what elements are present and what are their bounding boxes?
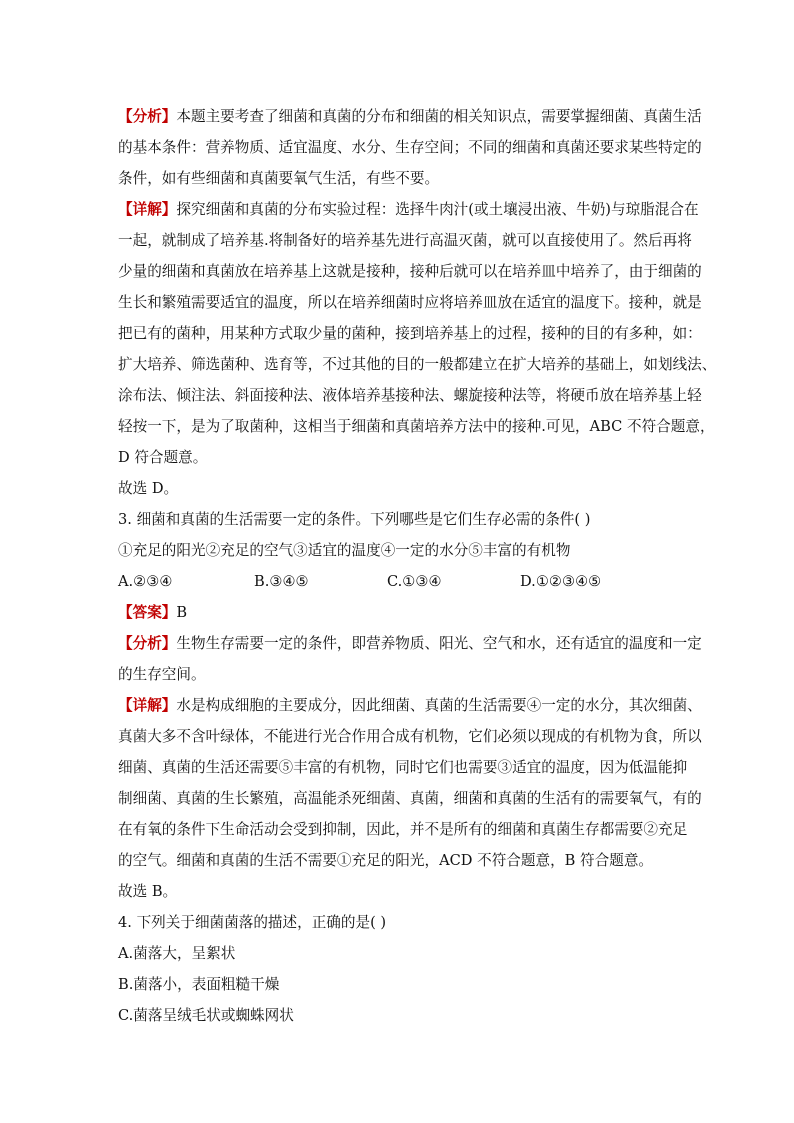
analysis-tag: 【分析】 [118, 635, 177, 652]
question-3-options [118, 566, 680, 597]
analysis-1-line-3: 条件，如有些细菌和真菌要氧气生活，有些不要。 [118, 170, 440, 187]
detail-1-line-2: 一起，就制成了培养基.将制备好的培养基先进行高温灭菌，就可以直接使用了。然后再将 [118, 232, 692, 249]
analysis-1-line-2: 的基本条件：营养物质、适宜温度、水分、生存空间；不同的细菌和真菌还要求某些特定的 [118, 139, 702, 156]
document-content [118, 101, 717, 1031]
analysis-tag: 【分析】 [118, 108, 177, 125]
detail-1-line-1: 【详解】探究细菌和真菌的分布实验过程：选择牛肉汁(或土壤浸出液、牛奶)与琼脂混合在 [118, 201, 699, 218]
detail-2-line-4: 制细菌、真菌的生长繁殖，高温能杀死细菌、真菌，细菌和真菌的生活有的需要氧气，有的 [118, 790, 702, 807]
detail-2-line-2: 真菌大多不含叶绿体，不能进行光合作用合成有机物，它们必须以现成的有机物为食，所以 [118, 728, 702, 745]
answer-tag: 【答案】 [118, 604, 177, 621]
detail-1-line-8: 轻按一下，是为了取菌种，这相当于细菌和真菌培养方法中的接种.可见，ABC 不符合题意， [118, 418, 715, 435]
question-3-items: ①充足的阳光②充足的空气③适宜的温度④一定的水分⑤丰富的有机物 [118, 542, 571, 559]
detail-tag: 【详解】 [118, 697, 177, 714]
option-b: B.③④⑤ [254, 573, 309, 590]
answer-line [118, 597, 680, 628]
question-4-stem: 4. 下列关于细菌菌落的描述，正确的是( ) [118, 914, 387, 931]
answer-value: B [176, 604, 188, 621]
detail-tag: 【详解】 [118, 201, 177, 218]
detail-1-line-4: 生长和繁殖需要适宜的温度，所以在培养细菌时应将培养皿放在适宜的温度下。接种，就是 [118, 294, 702, 311]
detail-1-line-6: 扩大培养、筛选菌种、选育等，不过其他的目的一般都建立在扩大培养的基础上，如划线法、 [118, 356, 717, 373]
detail-1-line-9: D 符合题意。 [118, 449, 208, 466]
detail-2-line-1: 【详解】水是构成细胞的主要成分，因此细菌、真菌的生活需要④一定的水分，其次细菌、 [118, 697, 702, 714]
detail-2-line-6: 的空气。细菌和真菌的生活不需要①充足的阳光，ACD 不符合题意，B 符合题意。 [118, 852, 654, 869]
conclusion-2: 故选 B。 [118, 883, 178, 900]
analysis-2-line-1: 【分析】生物生存需要一定的条件，即营养物质、阳光、空气和水，还有适宜的温度和一定 [118, 635, 702, 652]
question-4-option-a: A.菌落大，呈絮状 [118, 945, 236, 962]
detail-1-line-7: 涂布法、倾注法、斜面接种法、液体培养基接种法、螺旋接种法等，将硬币放在培养基上轻 [118, 387, 702, 404]
option-c: C.①③④ [387, 573, 442, 590]
conclusion-1: 故选 D。 [118, 480, 179, 497]
question-4-option-b: B.菌落小，表面粗糙干燥 [118, 976, 280, 993]
question-3-stem: 3. 细菌和真菌的生活需要一定的条件。下列哪些是它们生存必需的条件( ) [118, 511, 591, 528]
analysis-2-line-2: 的生存空间。 [118, 666, 206, 683]
option-d: D.①②③④⑤ [520, 573, 602, 590]
detail-2-line-3: 细菌、真菌的生活还需要⑤丰富的有机物，同时它们也需要③适宜的温度，因为低温能抑 [118, 759, 688, 776]
analysis-1-line-1: 【分析】本题主要考查了细菌和真菌的分布和细菌的相关知识点，需要掌握细菌、真菌生活 [118, 108, 702, 125]
option-a: A.②③④ [118, 573, 173, 590]
detail-2-line-5: 在有氧的条件下生命活动会受到抑制，因此，并不是所有的细菌和真菌生存都需要②充足 [118, 821, 688, 838]
detail-1-line-3: 少量的细菌和真菌放在培养基上这就是接种，接种后就可以在培养皿中培养了，由于细菌的 [118, 263, 702, 280]
question-4-option-c: C.菌落呈绒毛状或蜘蛛网状 [118, 1007, 294, 1024]
detail-1-line-5: 把已有的菌种，用某种方式取少量的菌种，接到培养基上的过程，接种的目的有多种，如： [118, 325, 702, 342]
